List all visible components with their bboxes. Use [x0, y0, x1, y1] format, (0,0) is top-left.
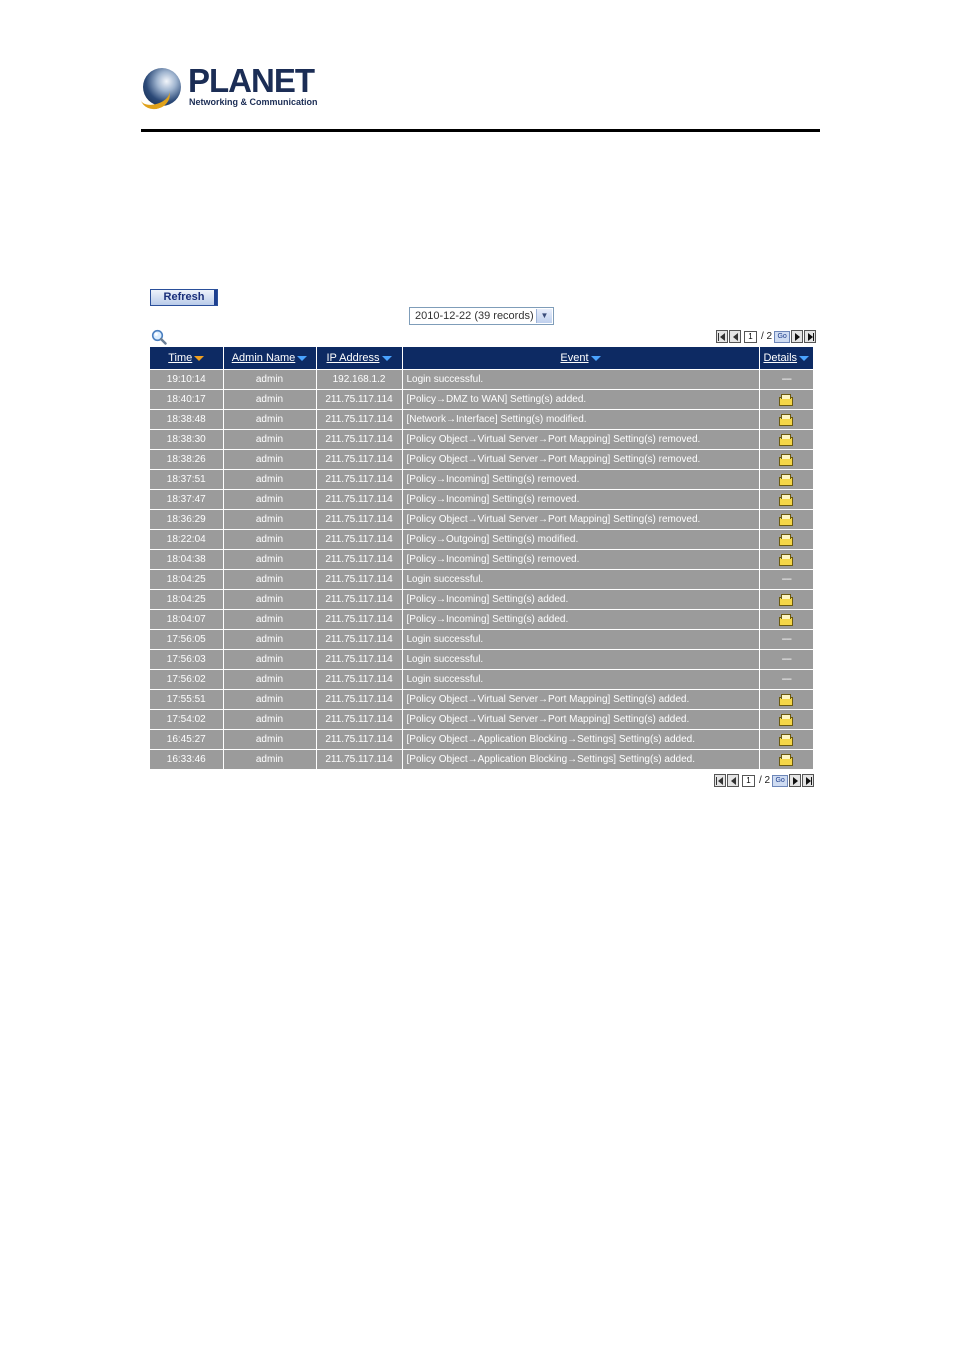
cell-event: [Policy→Incoming] Setting(s) added. [402, 590, 759, 610]
cell-admin-name: admin [223, 630, 316, 650]
table-row [150, 490, 813, 510]
cell-ip-address: 211.75.117.114 [316, 570, 402, 590]
folder-open-icon[interactable] [779, 614, 793, 625]
column-header-time[interactable]: Time [150, 347, 223, 370]
folder-open-icon[interactable] [779, 434, 793, 445]
cell-ip-address: 211.75.117.114 [316, 730, 402, 750]
admin-log-table [150, 347, 813, 769]
cell-admin-name: admin [223, 490, 316, 510]
cell-admin-name: admin [223, 750, 316, 770]
first-page-icon[interactable] [716, 330, 728, 343]
cell-admin-name: admin [223, 430, 316, 450]
cell-details [759, 730, 813, 750]
cell-ip-address: 211.75.117.114 [316, 530, 402, 550]
cell-event: [Policy→Incoming] Setting(s) removed. [402, 470, 759, 490]
cell-time: 18:38:48 [150, 410, 223, 430]
table-row [150, 710, 813, 730]
cell-event: Login successful. [402, 670, 759, 690]
folder-open-icon[interactable] [779, 714, 793, 725]
cell-event: [Policy Object→Virtual Server→Port Mapping] Setting(s) removed. [402, 450, 759, 470]
folder-open-icon[interactable] [779, 514, 793, 525]
cell-admin-name: admin [223, 530, 316, 550]
cell-details [759, 530, 813, 550]
cell-event: [Policy→Incoming] Setting(s) removed. [402, 490, 759, 510]
cell-ip-address: 211.75.117.114 [316, 550, 402, 570]
cell-ip-address: 211.75.117.114 [316, 430, 402, 450]
cell-ip-address: 211.75.117.114 [316, 490, 402, 510]
table-row [150, 410, 813, 430]
cell-ip-address: 211.75.117.114 [316, 670, 402, 690]
cell-ip-address: 211.75.117.114 [316, 630, 402, 650]
folder-open-icon[interactable] [779, 554, 793, 565]
page-total: / 2 [761, 331, 773, 342]
cell-time: 17:54:02 [150, 710, 223, 730]
cell-ip-address: 211.75.117.114 [316, 410, 402, 430]
column-header-event[interactable]: Event [402, 347, 759, 370]
cell-time: 16:33:46 [150, 750, 223, 770]
folder-open-icon[interactable] [779, 394, 793, 405]
cell-event: Login successful. [402, 570, 759, 590]
folder-open-icon[interactable] [779, 494, 793, 505]
table-row [150, 370, 813, 390]
cell-admin-name: admin [223, 590, 316, 610]
next-page-icon[interactable] [791, 330, 803, 343]
cell-event: [Policy→Incoming] Setting(s) added. [402, 610, 759, 630]
table-row [150, 390, 813, 410]
page-number-input[interactable]: 1 [744, 331, 757, 343]
cell-event: [Policy Object→Application Blocking→Settings] Setting(s) added. [402, 750, 759, 770]
cell-time: 18:36:29 [150, 510, 223, 530]
cell-admin-name: admin [223, 550, 316, 570]
sort-down-arrow-icon [799, 356, 809, 361]
logo-tagline: Networking & Communication [189, 97, 318, 107]
sort-down-arrow-icon [297, 356, 307, 361]
pager-top [716, 330, 817, 343]
cell-admin-name: admin [223, 450, 316, 470]
folder-open-icon[interactable] [779, 694, 793, 705]
folder-open-icon[interactable] [779, 474, 793, 485]
cell-event: [Policy Object→Virtual Server→Port Mapping] Setting(s) added. [402, 690, 759, 710]
table-row [150, 730, 813, 750]
cell-details [759, 590, 813, 610]
cell-details [759, 370, 813, 390]
first-page-icon[interactable] [714, 774, 726, 787]
cell-details [759, 550, 813, 570]
cell-time: 17:56:02 [150, 670, 223, 690]
sort-down-arrow-icon [194, 356, 204, 361]
prev-page-icon[interactable] [729, 330, 741, 343]
no-details-dash: ---- [781, 574, 791, 585]
cell-ip-address: 211.75.117.114 [316, 610, 402, 630]
cell-details [759, 750, 813, 770]
folder-open-icon[interactable] [779, 754, 793, 765]
cell-event: Login successful. [402, 650, 759, 670]
go-button[interactable]: Go [772, 775, 788, 787]
date-select-value: 2010-12-22 (39 records) [415, 310, 534, 322]
go-button[interactable]: Go [774, 331, 790, 343]
cell-details [759, 650, 813, 670]
cell-time: 18:04:38 [150, 550, 223, 570]
sort-down-arrow-icon [382, 356, 392, 361]
no-details-dash: ---- [781, 634, 791, 645]
table-row [150, 590, 813, 610]
cell-admin-name: admin [223, 670, 316, 690]
next-page-icon[interactable] [789, 774, 801, 787]
table-body [150, 370, 813, 770]
cell-ip-address: 211.75.117.114 [316, 470, 402, 490]
table-header-row [150, 347, 813, 370]
last-page-icon[interactable] [802, 774, 814, 787]
table-row [150, 610, 813, 630]
cell-event: [Policy Object→Virtual Server→Port Mapping] Setting(s) added. [402, 710, 759, 730]
last-page-icon[interactable] [804, 330, 816, 343]
cell-details [759, 470, 813, 490]
planet-logo [143, 62, 318, 110]
cell-details [759, 630, 813, 650]
cell-details [759, 430, 813, 450]
cell-time: 19:10:14 [150, 370, 223, 390]
cell-details [759, 510, 813, 530]
cell-time: 18:04:25 [150, 570, 223, 590]
search-icon[interactable] [151, 329, 167, 345]
table-row [150, 450, 813, 470]
cell-details [759, 450, 813, 470]
cell-details [759, 570, 813, 590]
cell-details [759, 490, 813, 510]
folder-open-icon[interactable] [779, 534, 793, 545]
cell-time: 18:04:07 [150, 610, 223, 630]
cell-admin-name: admin [223, 690, 316, 710]
cell-time: 18:37:51 [150, 470, 223, 490]
cell-time: 17:56:05 [150, 630, 223, 650]
table-row [150, 530, 813, 550]
column-header-admin-name[interactable]: Admin Name [223, 347, 316, 370]
cell-ip-address: 211.75.117.114 [316, 450, 402, 470]
cell-details [759, 690, 813, 710]
no-details-dash: ---- [781, 674, 791, 685]
cell-time: 18:37:47 [150, 490, 223, 510]
date-select[interactable] [409, 307, 554, 325]
table-row [150, 510, 813, 530]
header-divider [141, 129, 820, 132]
cell-time: 17:55:51 [150, 690, 223, 710]
no-details-dash: ---- [781, 374, 791, 385]
refresh-button[interactable]: Refresh [150, 289, 218, 306]
prev-page-icon[interactable] [727, 774, 739, 787]
cell-details [759, 670, 813, 690]
column-header-ip-address[interactable]: IP Address [316, 347, 402, 370]
folder-open-icon[interactable] [779, 594, 793, 605]
cell-ip-address: 211.75.117.114 [316, 690, 402, 710]
pager-bottom [714, 774, 815, 787]
cell-details [759, 710, 813, 730]
table-row [150, 550, 813, 570]
cell-time: 18:38:30 [150, 430, 223, 450]
cell-admin-name: admin [223, 730, 316, 750]
table-row [150, 570, 813, 590]
cell-ip-address: 211.75.117.114 [316, 750, 402, 770]
cell-details [759, 410, 813, 430]
cell-time: 17:56:03 [150, 650, 223, 670]
no-details-dash: ---- [781, 654, 791, 665]
table-row [150, 670, 813, 690]
cell-event: Login successful. [402, 370, 759, 390]
cell-ip-address: 211.75.117.114 [316, 710, 402, 730]
cell-event: [Policy→Outgoing] Setting(s) modified. [402, 530, 759, 550]
table-row [150, 750, 813, 770]
cell-admin-name: admin [223, 410, 316, 430]
page-number-input[interactable]: 1 [742, 775, 755, 787]
cell-admin-name: admin [223, 570, 316, 590]
cell-admin-name: admin [223, 390, 316, 410]
cell-event: Login successful. [402, 630, 759, 650]
cell-admin-name: admin [223, 610, 316, 630]
cell-admin-name: admin [223, 370, 316, 390]
page-total: / 2 [759, 775, 771, 786]
cell-event: [Policy→DMZ to WAN] Setting(s) added. [402, 390, 759, 410]
cell-ip-address: 211.75.117.114 [316, 650, 402, 670]
column-header-details[interactable]: Details [759, 347, 813, 370]
cell-details [759, 610, 813, 630]
cell-admin-name: admin [223, 650, 316, 670]
table-row [150, 650, 813, 670]
table-row [150, 430, 813, 450]
table-row [150, 470, 813, 490]
cell-ip-address: 192.168.1.2 [316, 370, 402, 390]
cell-admin-name: admin [223, 470, 316, 490]
cell-event: [Policy Object→Application Blocking→Settings] Setting(s) added. [402, 730, 759, 750]
cell-details [759, 390, 813, 410]
sort-down-arrow-icon [591, 356, 601, 361]
cell-event: [Network→Interface] Setting(s) modified. [402, 410, 759, 430]
cell-event: [Policy→Incoming] Setting(s) removed. [402, 550, 759, 570]
cell-time: 18:04:25 [150, 590, 223, 610]
cell-admin-name: admin [223, 710, 316, 730]
logo-wordmark: PLANET [188, 62, 314, 99]
cell-ip-address: 211.75.117.114 [316, 590, 402, 610]
cell-time: 18:22:04 [150, 530, 223, 550]
table-row [150, 690, 813, 710]
table-row [150, 630, 813, 650]
cell-admin-name: admin [223, 510, 316, 530]
cell-time: 18:38:26 [150, 450, 223, 470]
cell-ip-address: 211.75.117.114 [316, 390, 402, 410]
cell-time: 16:45:27 [150, 730, 223, 750]
cell-event: [Policy Object→Virtual Server→Port Mapping] Setting(s) removed. [402, 510, 759, 530]
folder-open-icon[interactable] [779, 414, 793, 425]
folder-open-icon[interactable] [779, 734, 793, 745]
cell-time: 18:40:17 [150, 390, 223, 410]
folder-open-icon[interactable] [779, 454, 793, 465]
cell-event: [Policy Object→Virtual Server→Port Mapping] Setting(s) removed. [402, 430, 759, 450]
chevron-down-icon[interactable]: ▼ [536, 309, 552, 323]
cell-ip-address: 211.75.117.114 [316, 510, 402, 530]
